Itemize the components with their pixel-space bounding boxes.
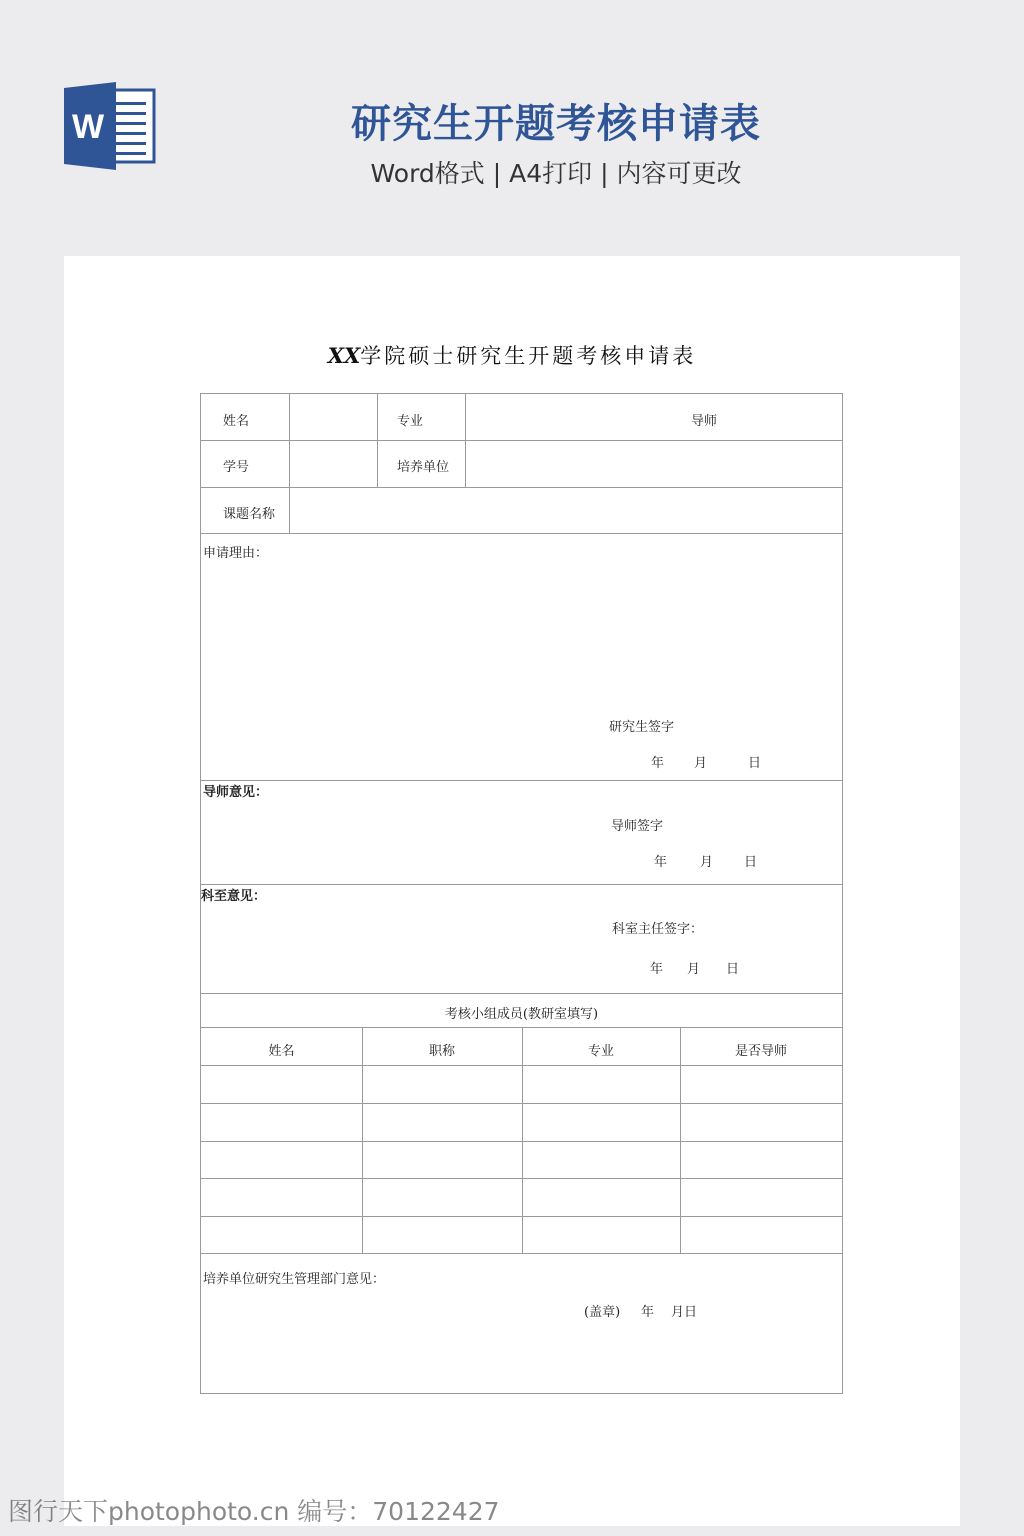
committee-title-row	[200, 994, 843, 1028]
stamp-label: (盖章)	[584, 1305, 621, 1320]
table-row[interactable]	[200, 1179, 843, 1217]
student-signature-label: 研究生签字	[609, 720, 675, 735]
table-row[interactable]	[200, 1142, 843, 1179]
department-signature-label: 科室主任签字：	[612, 922, 704, 937]
watermark: 图行天下photophoto.cn 编号：70122427	[8, 1497, 500, 1526]
column-header-major: 专业	[587, 1044, 614, 1059]
student-id-label: 学号	[223, 460, 250, 475]
committee-title: 考核小组成员(教研室填写)	[444, 1007, 599, 1022]
application-month: 月	[694, 756, 708, 771]
unit-label: 培养单位	[397, 460, 450, 475]
department-opinion-section	[200, 885, 843, 994]
svg-text:W: W	[71, 108, 105, 146]
advisor-opinion-section	[200, 781, 843, 885]
unit-field[interactable]	[466, 441, 842, 487]
info-row-3	[200, 488, 843, 534]
management-opinion-section	[200, 1254, 843, 1394]
name-label: 姓名	[223, 414, 250, 429]
advisor-signature-label: 导师签字	[611, 819, 664, 834]
document-title-prefix: XX	[327, 343, 361, 368]
document-title	[64, 340, 960, 370]
advisor-year: 年	[654, 855, 668, 870]
info-row-1	[200, 393, 843, 441]
management-opinion-label: 培养单位研究生管理部门意见：	[203, 1272, 386, 1287]
application-year: 年	[651, 756, 665, 771]
advisor-day: 日	[744, 855, 758, 870]
column-header-is-advisor: 是否导师	[734, 1044, 787, 1059]
major-label: 专业	[397, 414, 424, 429]
application-day: 日	[748, 756, 762, 771]
table-row[interactable]	[200, 1104, 843, 1142]
advisor-label: 导师	[691, 414, 718, 429]
department-day: 日	[726, 962, 740, 977]
topic-label: 课题名称	[223, 507, 276, 522]
info-row-2	[200, 441, 843, 488]
document-title-text: 学院硕士研究生开题考核申请表	[360, 344, 697, 368]
department-month: 月	[687, 962, 701, 977]
student-id-field[interactable]	[290, 441, 376, 487]
application-label: 申请理由：	[203, 546, 269, 561]
advisor-opinion-label: 导师意见：	[203, 785, 269, 800]
committee-header-row	[200, 1028, 843, 1066]
management-year: 年	[641, 1305, 655, 1320]
page-subtitle: Word格式 | A4打印 | 内容可更改	[370, 159, 742, 188]
major-field[interactable]	[466, 394, 676, 440]
management-month-day: 月日	[671, 1305, 698, 1320]
word-icon	[64, 82, 156, 170]
name-field[interactable]	[290, 394, 376, 440]
department-year: 年	[650, 962, 664, 977]
application-form	[200, 393, 843, 1394]
table-row[interactable]	[200, 1217, 843, 1254]
application-section	[200, 534, 843, 781]
advisor-month: 月	[700, 855, 714, 870]
page-title: 研究生开题考核申请表	[351, 101, 761, 147]
document-paper	[64, 256, 960, 1526]
department-opinion-label: 科至意见：	[201, 889, 267, 904]
topic-field[interactable]	[290, 488, 842, 533]
table-row[interactable]	[200, 1066, 843, 1104]
column-header-name: 姓名	[268, 1044, 295, 1059]
header	[0, 0, 1024, 250]
column-header-title: 职称	[428, 1044, 455, 1059]
